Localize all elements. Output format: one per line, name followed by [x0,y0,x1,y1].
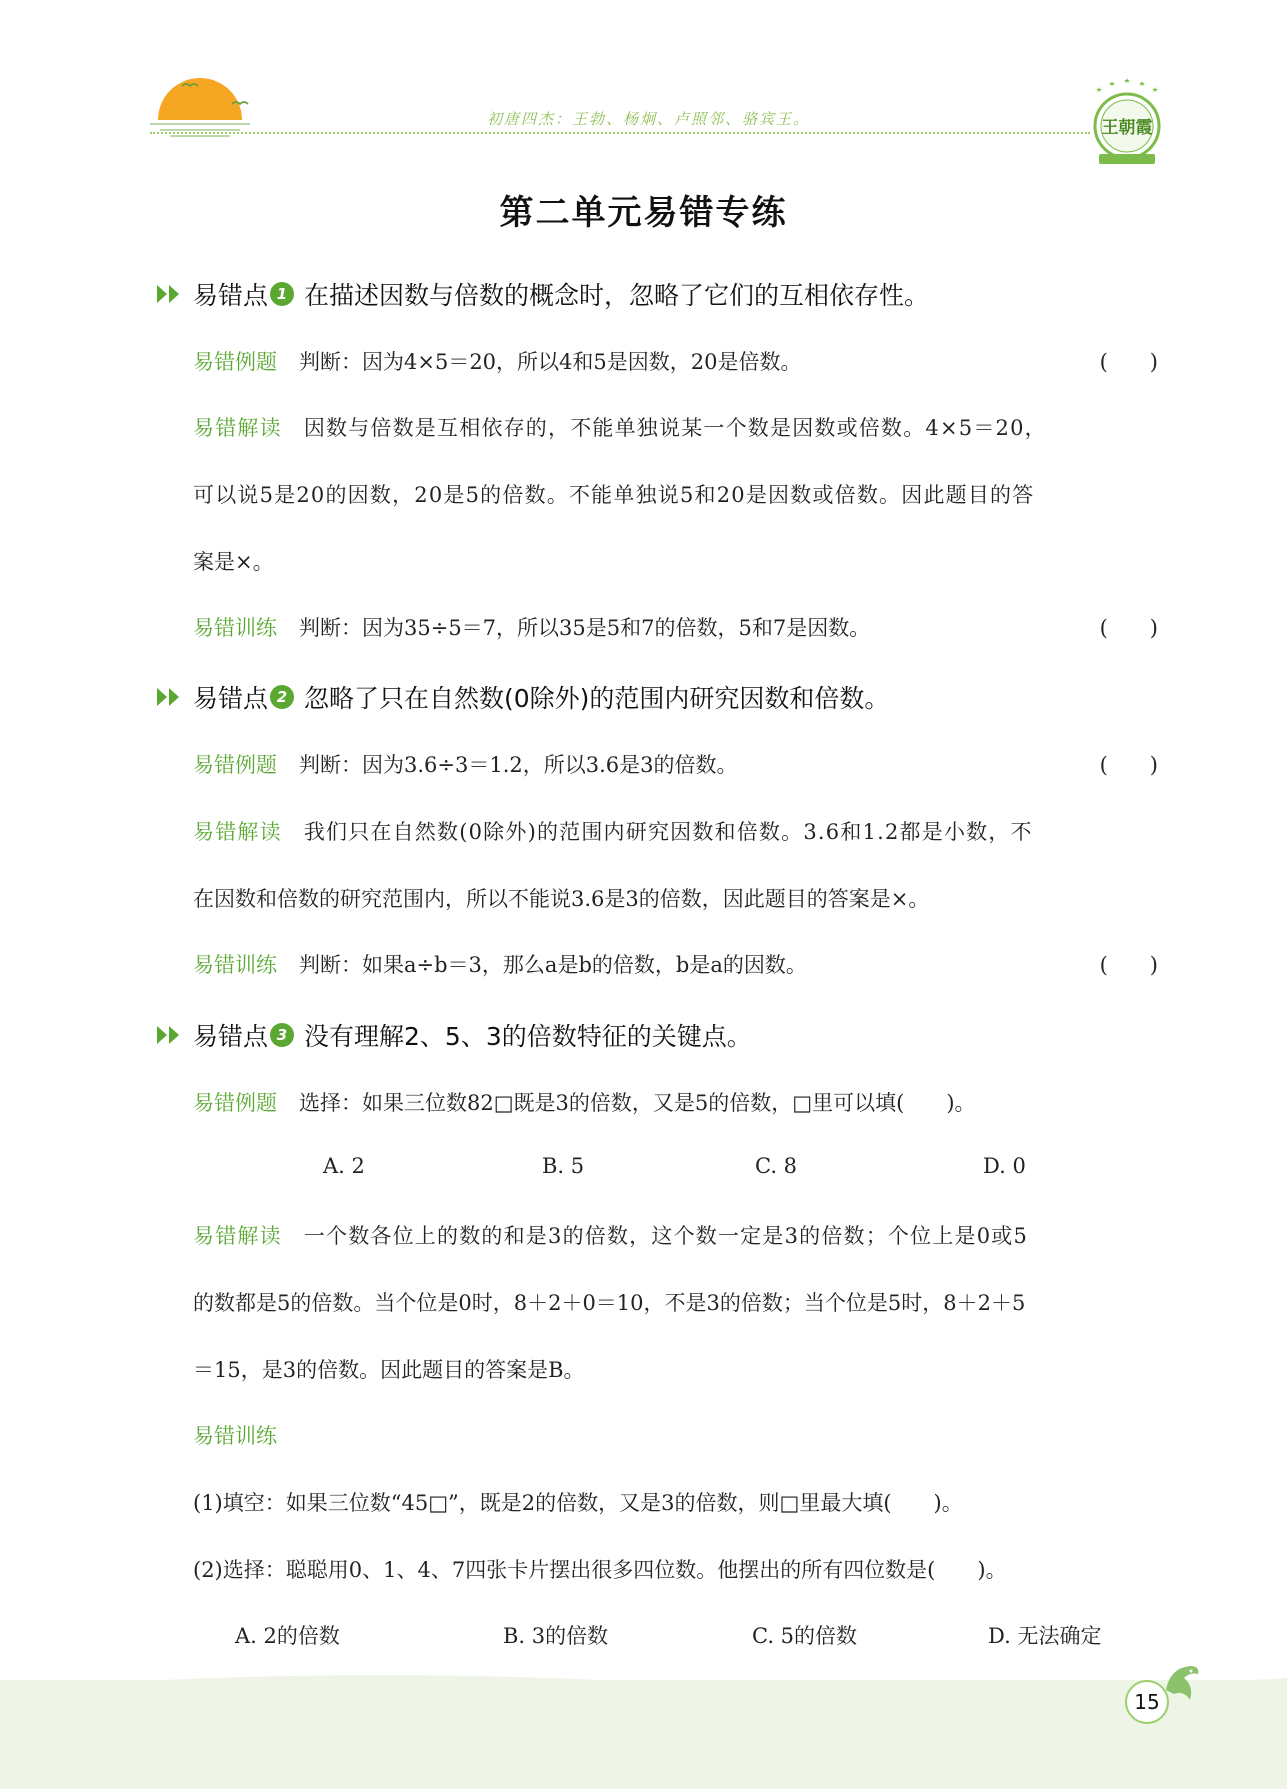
analysis-line-3: 案是×。 [193,550,274,574]
double-chevron-icon [155,685,189,709]
error-point-number: 2 [270,685,294,709]
analysis-text: 我们只在自然数(0除外)的范围内研究因数和倍数。3.6和1.2都是小数，不 [303,820,1033,844]
example-line [193,749,1158,779]
option-a: A. 2 [323,1154,365,1178]
analysis-tag: 易错解读 [193,820,282,844]
analysis-line-2: 在因数和倍数的研究范围内，所以不能说3.6是3的倍数，因此题目的答案是×。 [193,887,930,911]
analysis-line-1 [193,816,1158,846]
badge-text: 王朝霞 [1101,118,1153,138]
training-tag: 易错训练 [193,1424,277,1448]
analysis-line-2: 可以说5是20的因数，20是5的倍数。不能单独说5和20是因数或倍数。因此题目的答 [193,483,1035,507]
error-point-text: 在描述因数与倍数的概念时，忽略了它们的互相依存性。 [304,281,930,310]
analysis-text: 一个数各位上的数的和是3的倍数，这个数一定是3的倍数；个位上是0或5 [303,1224,1029,1248]
double-chevron-icon [155,1023,189,1047]
example-tag: 易错例题 [193,1091,277,1115]
training-line [193,949,1158,979]
double-chevron-icon [155,282,189,306]
page-header [0,0,1287,175]
error-point-3-heading [155,1017,752,1053]
error-point-number: 3 [270,1023,294,1047]
analysis-text: 因数与倍数是互相依存的，不能单独说某一个数是因数或倍数。4×5＝20， [303,416,1047,440]
training-tag: 易错训练 [193,953,277,977]
error-point-text: 忽略了只在自然数(0除外)的范围内研究因数和倍数。 [304,684,890,713]
example-tag: 易错例题 [193,350,277,374]
example-text: 选择：如果三位数82□既是3的倍数，又是5的倍数，□里可以填( )。 [299,1091,976,1115]
training-text: 判断：因为35÷5＝7，所以35是5和7的倍数，5和7是因数。 [299,616,871,640]
error-point-label: 易错点 [193,684,269,713]
error-point-label: 易错点 [193,281,269,310]
error-point-1-heading [155,276,929,312]
option-c: C. 8 [755,1154,798,1178]
header-note: 初唐四杰：王勃、杨炯、卢照邻、骆宾王。 [487,110,811,128]
error-point-label: 易错点 [193,1022,269,1051]
page-number: 15 [1125,1680,1169,1724]
example-text: 判断：因为4×5＝20，所以4和5是因数，20是倍数。 [299,350,802,374]
analysis-line-1 [193,1220,1158,1250]
brand-badge-icon [1085,78,1170,168]
option-b: B. 5 [542,1154,585,1178]
training-item-1: (1)填空：如果三位数“45□”，既是2的倍数，又是3的倍数，则□里最大填( )。 [193,1491,963,1515]
analysis-line-2: 的数都是5的倍数。当个位是0时，8＋2＋0＝10，不是3的倍数；当个位是5时，8＋2＋5 [193,1291,1026,1315]
training-option-b: B. 3的倍数 [503,1624,609,1648]
error-point-2-heading [155,679,889,715]
example-text: 判断：因为3.6÷3＝1.2，所以3.6是3的倍数。 [299,753,738,777]
answer-paren: ( ) [1099,616,1158,640]
training-item-2: (2)选择：聪聪用0、1、4、7四张卡片摆出很多四位数。他摆出的所有四位数是( )。 [193,1558,1007,1582]
training-option-a: A. 2的倍数 [235,1624,340,1648]
analysis-tag: 易错解读 [193,1224,282,1248]
header-divider [150,132,1090,134]
analysis-tag: 易错解读 [193,416,282,440]
error-point-number: 1 [270,282,294,306]
training-line [193,612,1158,642]
training-option-d: D. 无法确定 [988,1624,1102,1648]
analysis-line-3: ＝15，是3的倍数。因此题目的答案是B。 [193,1358,585,1382]
training-line [193,1420,1158,1450]
error-point-text: 没有理解2、5、3的倍数特征的关键点。 [304,1022,752,1051]
answer-paren: ( ) [1099,350,1158,374]
sunset-icon [150,60,250,160]
page-title: 第二单元易错专练 [499,193,788,233]
training-option-c: C. 5的倍数 [752,1624,858,1648]
option-d: D. 0 [983,1154,1026,1178]
answer-paren: ( ) [1099,953,1158,977]
example-tag: 易错例题 [193,753,277,777]
example-line [193,1087,1158,1117]
answer-paren: ( ) [1099,753,1158,777]
training-text: 判断：如果a÷b＝3，那么a是b的倍数，b是a的因数。 [299,953,807,977]
analysis-line-1 [193,412,1158,442]
example-line [193,346,1158,376]
training-tag: 易错训练 [193,616,277,640]
footer-band [0,1680,1287,1789]
